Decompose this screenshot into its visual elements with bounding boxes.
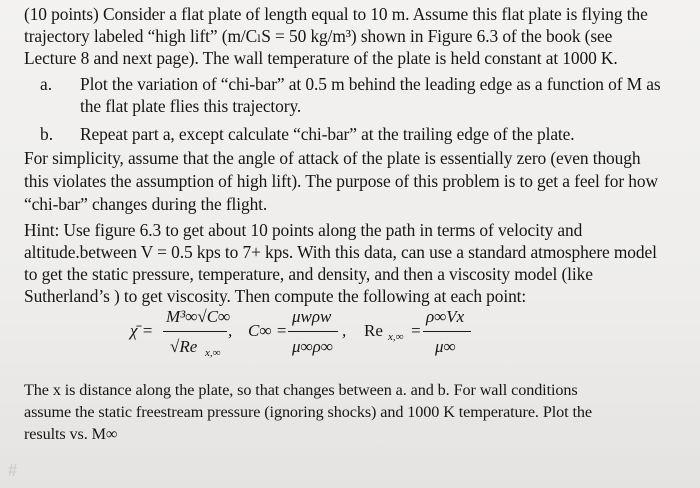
c-fraction-bar — [288, 331, 338, 332]
part-a-line-2: the flat plate flies this trajectory. — [80, 96, 302, 116]
hint-line-2: altitude.between V = 0.5 kps to 7+ kps. With this data, can use a standard atmosphere model — [24, 242, 657, 262]
re-fraction-bar — [423, 331, 471, 332]
conclusion-line-3: results vs. M∞ — [24, 425, 118, 443]
assumption-line-2: this violates the assumption of high lift). The purpose of this problem is to get a feel for how — [24, 171, 658, 191]
chi-denominator: √Re — [170, 337, 198, 356]
part-b-label: b. — [40, 124, 54, 144]
problem-line-2: trajectory labeled “high lift” (m/CₗS = 50 kg/m³) shown in Figure 6.3 of the book (see — [24, 26, 613, 46]
separator-1: , — [228, 321, 233, 340]
c-denominator: μ∞ρ∞ — [292, 337, 333, 356]
chi-bar-symbol: χ̄ = — [130, 321, 154, 340]
assumption-line-3: “chi-bar” changes during the flight. — [24, 194, 268, 214]
hint-line-4: Sutherland’s ) to get viscosity. Then compute the following at each point: — [24, 286, 527, 306]
re-equals: = — [410, 321, 422, 340]
part-a-line-1: Plot the variation of “chi-bar” at 0.5 m behind the leading edge as a function of M as — [80, 74, 661, 94]
chi-numerator: M³∞√C∞ — [166, 307, 231, 326]
conclusion-line-2: assume the static freestream pressure (ignoring shocks) and 1000 K temperature. Plot the — [24, 403, 592, 421]
re-symbol: Re — [364, 321, 383, 340]
chi-denominator-subscript: x,∞ — [205, 347, 221, 359]
chi-fraction-bar — [163, 331, 227, 332]
hint-line-3: to get the static pressure, temperature, and density, and then a viscosity model (like — [24, 264, 593, 284]
re-numerator: ρ∞Vx — [426, 307, 465, 326]
problem-line-1: (10 points) Consider a flat plate of length equal to 10 m. Assume this flat plate is flying the — [24, 4, 648, 24]
re-denominator: μ∞ — [435, 337, 456, 356]
conclusion-line-1: The x is distance along the plate, so that changes between a. and b. For wall conditions — [24, 381, 578, 399]
hint-line-1: Hint: Use figure 6.3 to get about 10 points along the path in terms of velocity and — [24, 220, 583, 240]
assumption-line-1: For simplicity, assume that the angle of attack of the plate is essentially zero (even though — [24, 148, 641, 168]
problem-line-3: Lecture 8 and next page). The wall temperature of the plate is held constant at 1000 K. — [24, 48, 618, 68]
c-inf-symbol: C∞ = — [248, 321, 288, 340]
part-b-line: Repeat part a, except calculate “chi-bar” at the trailing edge of the plate. — [80, 124, 575, 144]
watermark-icon: # — [8, 460, 17, 480]
separator-2: , — [342, 321, 347, 340]
part-a-label: a. — [40, 74, 53, 94]
c-numerator: μwρw — [292, 307, 332, 326]
equations — [130, 305, 590, 365]
re-subscript: x,∞ — [388, 331, 404, 343]
